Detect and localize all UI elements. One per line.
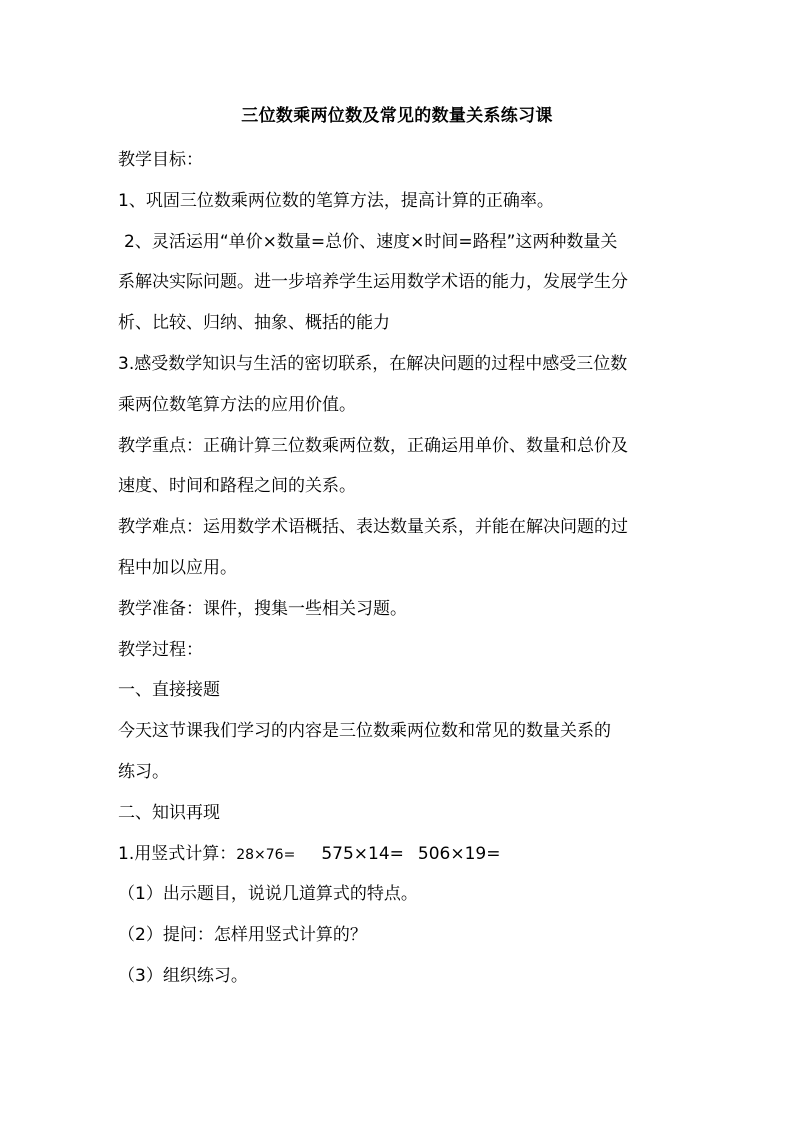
section-2-heading: 二、知识再现	[118, 802, 220, 823]
objective-2-line-2: 系解决实际问题。进一步培养学生运用数学术语的能力，发展学生分	[118, 272, 628, 293]
preparation: 教学准备：课件，搜集一些相关习题。	[118, 598, 407, 619]
key-point-line-2: 速度、时间和路程之间的关系。	[118, 476, 356, 497]
step-1: （1）出示题目，说说几道算式的特点。	[118, 884, 418, 905]
difficulty-line-2: 程中加以应用。	[118, 557, 237, 578]
process-heading: 教学过程：	[118, 639, 203, 660]
objective-2-line-1: 2、灵活运用“单价×数量=总价、速度×时间=路程”这两种数量关	[124, 231, 618, 252]
calc-expression-2: 575×14=	[321, 843, 404, 864]
objective-3-line-2: 乘两位数笔算方法的应用价值。	[118, 394, 356, 415]
intro-line-2: 练习。	[118, 761, 169, 782]
document-body	[118, 140, 678, 997]
difficulty-line-1: 教学难点：运用数学术语概括、表达数量关系，并能在解决问题的过	[118, 517, 628, 538]
objective-2-line-3: 析、比较、归纳、抽象、概括的能力	[118, 313, 390, 334]
calc-expression-1: 28×76=	[236, 846, 296, 863]
intro-line-1: 今天这节课我们学习的内容是三位数乘两位数和常见的数量关系的	[118, 721, 611, 742]
objectives-heading: 教学目标：	[118, 150, 203, 170]
objective-3-line-1: 3.感受数学知识与生活的密切联系，在解决问题的过程中感受三位数	[118, 353, 628, 374]
document-title: 三位数乘两位数及常见的数量关系练习课	[241, 106, 553, 126]
key-point-line-1: 教学重点：正确计算三位数乘两位数，正确运用单价、数量和总价及	[118, 435, 628, 456]
step-3: （3）组织练习。	[118, 965, 248, 986]
section-1-heading: 一、直接接题	[118, 680, 220, 701]
calc-line	[118, 834, 678, 875]
calc-expression-3: 506×19=	[417, 843, 501, 864]
objective-1: 1、巩固三位数乘两位数的笔算方法，提高计算的正确率。	[118, 190, 554, 211]
calc-prefix: 1.用竖式计算：	[118, 843, 237, 864]
step-2: （2）提问：怎样用竖式计算的？	[118, 925, 367, 946]
